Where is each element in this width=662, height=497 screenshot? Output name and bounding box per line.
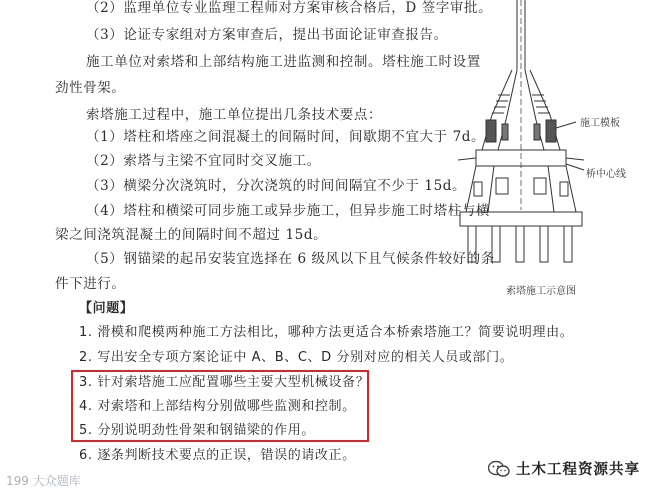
- label-formwork: 施工模板: [580, 118, 620, 129]
- tower-construction-figure: [446, 0, 662, 300]
- tower-diagram: [446, 0, 662, 300]
- question-item: 3. 针对索塔施工应配置哪些主要大型机械设备？: [79, 375, 370, 390]
- question-item: 1. 滑模和爬模两种施工方法相比，哪种方法更适合本桥索塔施工？简要说明理由。: [79, 325, 574, 340]
- text-line: （3）横梁分次浇筑时，分次浇筑的时间间隔宜不少于 15d。: [86, 178, 467, 194]
- text-line: 梁之间浇筑混凝土的间隔时间不超过 15d。: [55, 227, 328, 243]
- text-line: 索塔施工过程中，施工单位提出几条技术要点：: [86, 107, 383, 123]
- text-line: （2）监理单位专业监理工程师对方案审核合格后，D 签字审批。: [86, 0, 493, 16]
- text-line: （4）塔柱和横梁可同步施工或异步施工，但异步施工时塔柱与横: [86, 203, 490, 219]
- text-line: 施工单位对索塔和上部结构施工进监测和控制。塔柱施工时设置: [86, 54, 481, 70]
- text-line: （2）索塔与主梁不宜同时交叉施工。: [86, 153, 321, 169]
- highlight-box: [71, 370, 369, 442]
- watermark-right: [488, 458, 640, 479]
- text-line: 件下进行。: [55, 276, 126, 292]
- text-line: （1）塔柱和塔座之间混凝土的间隔时间，间歇期不宜大于 7d。: [86, 129, 486, 145]
- text-line: 劲性骨架。: [55, 80, 126, 96]
- label-centerline: 桥中心线: [586, 169, 626, 180]
- figure-caption: 索塔施工示意图: [506, 286, 576, 297]
- text-line: （3）论证专家组对方案审查后，提出书面论证审查报告。: [86, 27, 448, 43]
- wechat-icon: [488, 460, 510, 478]
- question-item: 6. 逐条判断技术要点的正误，错误的请改正。: [79, 448, 356, 463]
- question-item: 4. 对索塔和上部结构分别做哪些监测和控制。: [79, 399, 356, 414]
- question-item: 5. 分别说明劲性骨架和钢锚梁的作用。: [79, 423, 315, 438]
- question-item: 2. 写出安全专项方案论证中 A、B、C、D 分别对应的相关人员或部门。: [79, 350, 514, 365]
- watermark-right-text: 土木工程资源共享: [516, 462, 640, 478]
- questions-heading: 【问题】: [79, 301, 134, 316]
- text-line: （5）钢锚梁的起吊安装宜选择在 6 级风以下且气候条件较好的条: [86, 251, 495, 267]
- watermark-left: 199 大众题库: [6, 474, 81, 488]
